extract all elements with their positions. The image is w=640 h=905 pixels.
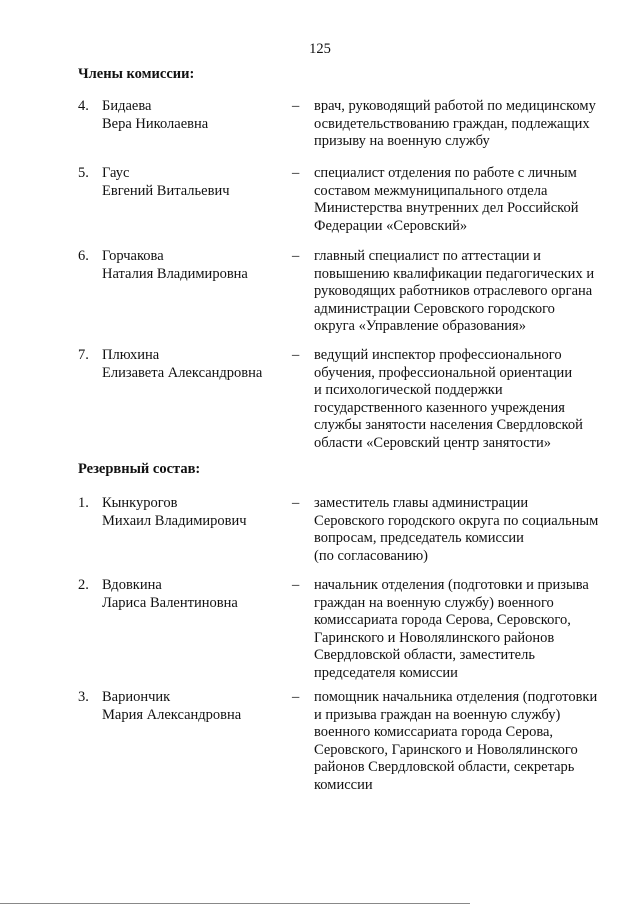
entry-name <box>102 689 292 724</box>
given-names: Лариса Валентиновна <box>102 594 238 611</box>
entry-dash: – <box>292 689 300 705</box>
desc-line: специалист отделения по работе с личным <box>314 165 577 181</box>
desc-line: комиссариата города Серова, Серовского, <box>314 612 571 629</box>
reserve-heading: Резервный состав: <box>78 461 201 477</box>
desc-line: (по согласованию) <box>314 547 428 564</box>
desc-line: Гаринского и Новолялинского районов <box>314 629 555 646</box>
entry-number: 3. <box>78 689 89 705</box>
surname: Бидаева <box>102 98 152 114</box>
entry-description <box>314 248 620 336</box>
desc-line: государственного казенного учреждения <box>314 399 565 416</box>
desc-line: граждан на военную службу) военного <box>314 594 554 611</box>
entry-name <box>102 577 292 612</box>
entry-number: 1. <box>78 495 89 511</box>
entry-dash: – <box>292 347 300 363</box>
entry-number: 5. <box>78 165 89 181</box>
desc-line: обучения, профессиональной ориентации <box>314 364 573 381</box>
desc-line: помощник начальника отделения (подготовки <box>314 689 598 705</box>
desc-line: составом межмуниципального отдела <box>314 182 548 199</box>
desc-line: вопросам, председатель комиссии <box>314 530 524 547</box>
desc-line: врач, руководящий работой по медицинскому <box>314 98 596 114</box>
desc-line: повышению квалификации педагогических и <box>314 265 595 282</box>
desc-line: Серовского городского округа по социальным <box>314 512 599 529</box>
entry-description <box>314 98 620 151</box>
entry-description <box>314 577 620 683</box>
entry-description <box>314 495 620 565</box>
given-names: Вера Николаевна <box>102 115 209 132</box>
desc-line: руководящих работников отраслевого органа <box>314 283 593 300</box>
given-names: Евгений Витальевич <box>102 182 230 199</box>
entry-dash: – <box>292 248 300 264</box>
desc-line: начальник отделения (подготовки и призыва <box>314 577 589 593</box>
given-names: Мария Александровна <box>102 706 242 723</box>
surname: Гаус <box>102 165 130 181</box>
surname: Горчакова <box>102 248 164 264</box>
given-names: Наталия Владимировна <box>102 265 248 282</box>
given-names: Елизавета Александровна <box>102 364 263 381</box>
desc-line: Серовского, Гаринского и Новолялинского <box>314 741 578 758</box>
surname: Плюхина <box>102 347 160 363</box>
surname: Кынкурогов <box>102 495 178 511</box>
entry-dash: – <box>292 98 300 114</box>
desc-line: Свердловской области, заместитель <box>314 647 535 664</box>
entry-number: 6. <box>78 248 89 264</box>
page-number: 125 <box>309 41 331 57</box>
entry-name <box>102 248 292 283</box>
desc-line: призыву на военную службу <box>314 133 490 150</box>
entry-dash: – <box>292 165 300 181</box>
desc-line: районов Свердловской области, секретарь <box>314 759 575 776</box>
entry-name <box>102 165 292 200</box>
entry-dash: – <box>292 495 300 511</box>
entry-number: 2. <box>78 577 89 593</box>
given-names: Михаил Владимирович <box>102 512 247 529</box>
desc-line: Министерства внутренних дел Российской <box>314 200 579 217</box>
desc-line: Федерации «Серовский» <box>314 217 468 234</box>
entry-description <box>314 689 620 795</box>
desc-line: и психологической поддержки <box>314 382 503 399</box>
desc-line: освидетельствованию граждан, подлежащих <box>314 115 590 132</box>
entry-number: 7. <box>78 347 89 363</box>
desc-line: председателя комиссии <box>314 664 458 681</box>
surname: Вариончик <box>102 689 171 705</box>
entry-description <box>314 165 620 235</box>
entry-dash: – <box>292 577 300 593</box>
desc-line: области «Серовский центр занятости» <box>314 434 551 451</box>
desc-line: и призыва граждан на военную службу) <box>314 706 561 723</box>
desc-line: комиссии <box>314 776 373 793</box>
entry-name <box>102 495 292 530</box>
surname: Вдовкина <box>102 577 162 593</box>
desc-line: администрации Серовского городского <box>314 300 555 317</box>
desc-line: округа «Управление образования» <box>314 318 526 335</box>
entry-description <box>314 347 620 453</box>
desc-line: главный специалист по аттестации и <box>314 248 541 264</box>
desc-line: военного комиссариата города Серова, <box>314 724 554 741</box>
members-heading: Члены комиссии: <box>78 66 195 82</box>
entry-name <box>102 347 292 382</box>
desc-line: заместитель главы администрации <box>314 495 529 511</box>
entry-name <box>102 98 292 133</box>
desc-line: ведущий инспектор профессионального <box>314 347 562 363</box>
scan-bottom-line <box>0 903 470 904</box>
desc-line: службы занятости населения Свердловской <box>314 417 583 434</box>
entry-number: 4. <box>78 98 89 114</box>
